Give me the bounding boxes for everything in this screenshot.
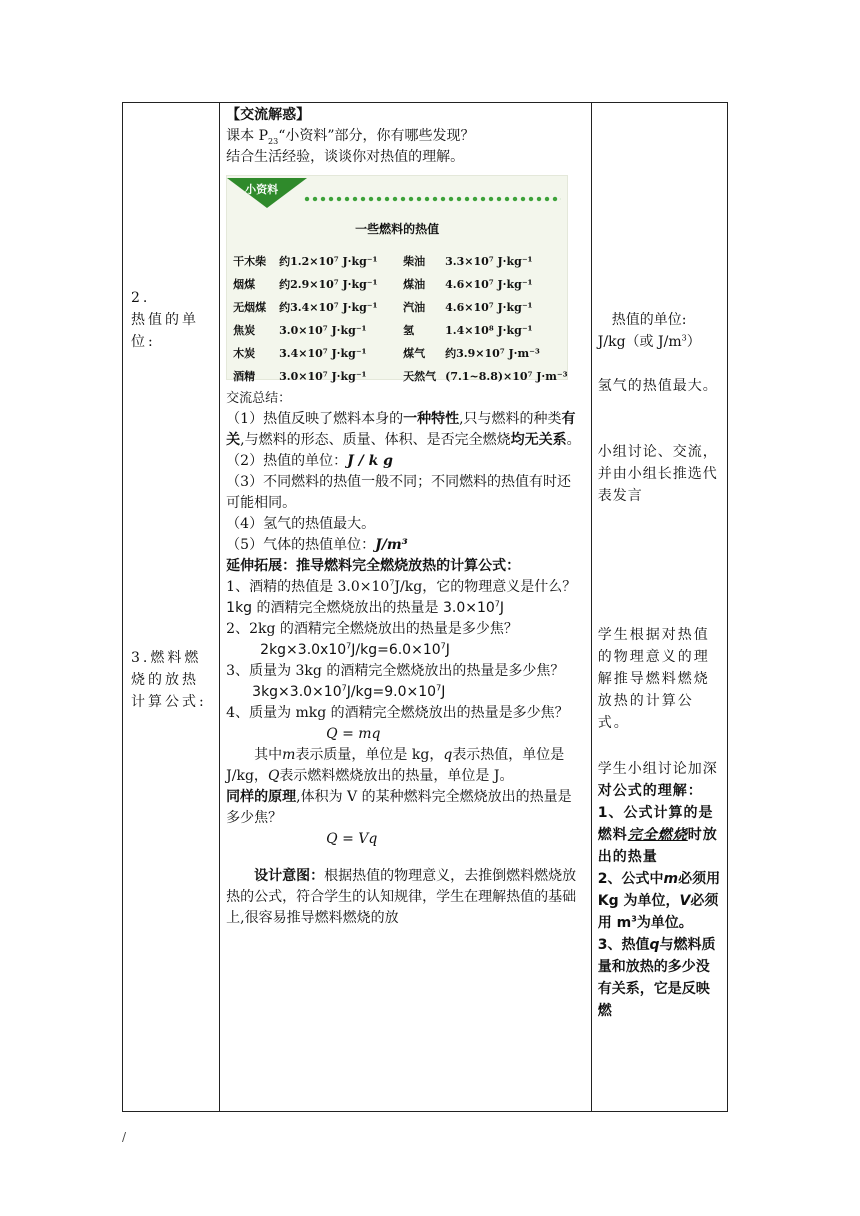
explain-a: 其中 [254,747,283,763]
s1-g: 。 [566,432,581,448]
unit-line-2 [598,331,722,353]
ziliao-tab-label: 小资料 [245,183,279,196]
p2-sup: 3 [631,914,637,924]
summary-label: 交流总结： [226,391,292,406]
e1-ans-a: 1kg 的酒精完全燃烧放出的热量是 3.0×10 [226,600,495,616]
fuel-value: (7.1~8.8)×10⁷ J·m⁻³ [445,370,568,383]
section-2-heading [131,287,211,353]
fuel-name: 无烟煤 [233,301,267,314]
fuel-value: 约1.2×10⁷ J·kg⁻¹ [279,255,378,268]
extension-1 [226,577,585,598]
e2-ans-a: 2kg×3.0x10 [260,642,347,658]
fuel-heat-value-figure [226,175,568,383]
p1-b: 完全燃烧 [627,827,688,843]
dotted-divider [303,196,561,202]
question-1 [226,126,585,147]
fuel-name: 煤气 [403,347,426,360]
extension-2: 2、2kg 的酒精完全燃烧放出的热量是多少焦？ [226,621,518,637]
e1-a: 1、酒精的热值是 3.0×10 [226,579,390,595]
extension-2-answer [226,640,585,661]
design-b: 根据热值的物理意义，去推倒燃料燃烧放热的公式，符合学生的认知规律，学生在理解热值的基础上,很容易推导燃料燃烧的放 [226,868,577,926]
fuel-name: 柴油 [403,255,426,268]
fuel-value: 3.4×10⁷ J·kg⁻¹ [279,347,367,360]
e3-ans-b: J/kg=9.0×10 [346,684,437,700]
fuel-row [233,342,563,365]
p3-a: 3、热值 [597,937,650,953]
e3-ans-c: J [441,684,446,700]
same-principle [226,787,585,829]
fuel-name: 氢 [403,324,415,337]
e1-ans-b: J [499,600,505,616]
fuel-name: 干木柴 [233,255,267,268]
s2-a: （2）热值的单位： [226,453,348,469]
hydrogen-note: 氢气的热值最大。 [597,378,718,394]
unit-line-1: 热值的单位: [611,312,687,328]
s1-b: 一种特性 [403,411,460,427]
fuel-name: 酒精 [233,370,256,383]
lesson-table [122,102,728,1112]
fuel-value: 3.0×10⁷ J·kg⁻¹ [279,324,367,337]
summary-1 [226,409,585,451]
content-column [220,103,592,1112]
summary-3: （3）不同燃料的热值一般不同；不同燃料的热值有时还可能相同。 [226,474,572,511]
summary-4: （4）氢气的热值最大。 [226,516,376,532]
deepen-b: 对公式的理解： [597,783,703,799]
fuel-value: 3.0×10⁷ J·kg⁻¹ [279,370,367,383]
e1-ans-sup: 7 [494,599,500,609]
derive-note: 学生根据对热值的物理意义的理解推导燃料燃烧放热的计算公式。 [597,627,710,731]
p3-q: q [649,937,660,953]
s1-d: 有关 [226,411,576,448]
question-2: 结合生活经验，谈谈你对热值的理解。 [226,149,465,165]
design-a: 设计意图： [254,868,325,884]
fuel-value: 1.4×10⁸ J·kg⁻¹ [445,324,533,337]
e2-ans-sup: 7 [346,641,352,651]
same-b: ,体积为 V 的某种燃料完全燃烧放出的热量是多少焦？ [226,789,572,826]
fuel-value: 约3.9×10⁷ J·m⁻³ [445,347,540,360]
fuel-name: 汽油 [403,301,426,314]
point-2 [598,868,722,934]
fuel-name: 烟煤 [233,278,256,291]
explain-Q: Q [267,768,280,784]
extension-3-answer [226,682,585,703]
explain-c: 表示热值，单位是 J/kg， [226,747,565,784]
p1-c: 时放出的热量 [597,827,718,865]
fuel-row [233,365,568,388]
extension-3: 3、质量为 3kg 的酒精完全燃烧放出的热量是多少焦？ [226,663,565,679]
figure-title: 一些燃料的热值 [355,222,440,236]
e3-ans-sup2: 7 [436,683,442,693]
fuel-value-grid [233,250,568,388]
q1-prefix: 课本 P [226,128,269,144]
formula-q-vq: Q = Vq [326,831,378,847]
s2-b: J / k g [347,453,393,469]
stage-column [123,103,220,1112]
p2-m: m [663,871,679,887]
unit-line-2-a: J/kg（或 J/m [597,334,682,350]
fuel-row [233,296,563,319]
p2-v: V [679,893,691,909]
explain-b: 表示质量，单位是 kg， [295,747,444,763]
fuel-name: 煤油 [403,278,426,291]
fuel-value: 4.6×10⁷ J·kg⁻¹ [445,278,533,291]
explain-d: 表示燃料燃烧放出的热量，单位是 J。 [279,768,514,784]
fuel-row [233,319,563,342]
deepen-note [598,758,722,1022]
unit-line-2-b: ） [686,334,701,350]
q1-rest: “小资料”部分，你有哪些发现？ [278,128,475,144]
p1-a: 1、公式计算的是燃料 [597,805,714,843]
p2-d: 为单位。 [636,915,693,931]
explain-q: q [443,747,453,763]
p2-c: 必须用 m [597,893,719,931]
p2-b: 必须用 Kg 为单位， [597,871,721,909]
fuel-value: 4.6×10⁷ J·kg⁻¹ [445,301,533,314]
same-a: 同样的原理 [226,789,297,805]
fuel-row [233,273,563,296]
deepen-a: 学生小组讨论加深 [597,761,718,777]
point-3 [598,934,722,1022]
p3-b: 与燃料质量和放热的多少没有关系，它是反映燃 [597,937,716,1019]
s5-a: （5）气体的热值单位： [226,537,376,553]
footer-mark: / [122,1130,127,1144]
formula-q-mq: Q = mq [326,726,381,742]
s1-c: ,只与燃料的种类 [459,411,562,427]
point-1 [598,802,722,868]
p2-a: 2、公式中 [597,871,664,887]
section-2-title: 热值的单位: [131,312,199,350]
fuel-name: 木炭 [233,347,256,360]
fuel-row [233,250,563,273]
s1-f: 均无关系 [510,432,567,448]
student-activity-column [591,103,727,1112]
extension-1-answer [226,598,585,619]
section-3-title: 3.燃料燃烧的放热计算公式: [131,650,207,710]
e2-ans-sup2: 7 [440,641,446,651]
e3-ans-a: 3kg×3.0×10 [252,684,342,700]
summary-2 [226,451,585,472]
fuel-value: 约2.9×10⁷ J·kg⁻¹ [279,278,378,291]
s5-b: J/m³ [375,537,408,553]
section-2-number: 2. [131,290,151,306]
exchange-header: 【交流解惑】 [226,107,311,123]
table-row [123,103,728,1112]
discussion-note: 小组讨论、交流，并由小组长推选代表发言 [597,444,718,504]
fuel-name: 焦炭 [233,324,256,337]
e2-ans-b: J/kg=6.0×10 [351,642,441,658]
e1-b: J/kg，它的物理意义是什么？ [394,579,577,595]
e2-ans-c: J [445,642,450,658]
unit-note [598,309,722,353]
s1-a: （1）热值反映了燃料本身的 [226,411,404,427]
formula-explanation [226,745,585,787]
summary-5 [226,535,585,556]
q1-page-sub: 23 [268,136,279,146]
fuel-value: 3.3×10⁷ J·kg⁻¹ [445,255,533,268]
extension-title: 延伸拓展：推导燃料完全燃烧放热的计算公式： [226,558,521,574]
design-intent [226,866,585,929]
e3-ans-sup: 7 [341,683,347,693]
explain-m: m [282,747,296,763]
fuel-name: 天然气 [403,370,437,383]
unit-sup: 3 [681,333,687,343]
s1-e: ,与燃料的形态、质量、体积、是否完全燃烧 [240,432,511,448]
fuel-value: 约3.4×10⁷ J·kg⁻¹ [279,301,378,314]
e1-sup: 7 [389,578,395,588]
extension-4: 4、质量为 mkg 的酒精完全燃烧放出的热量是多少焦？ [226,705,569,721]
